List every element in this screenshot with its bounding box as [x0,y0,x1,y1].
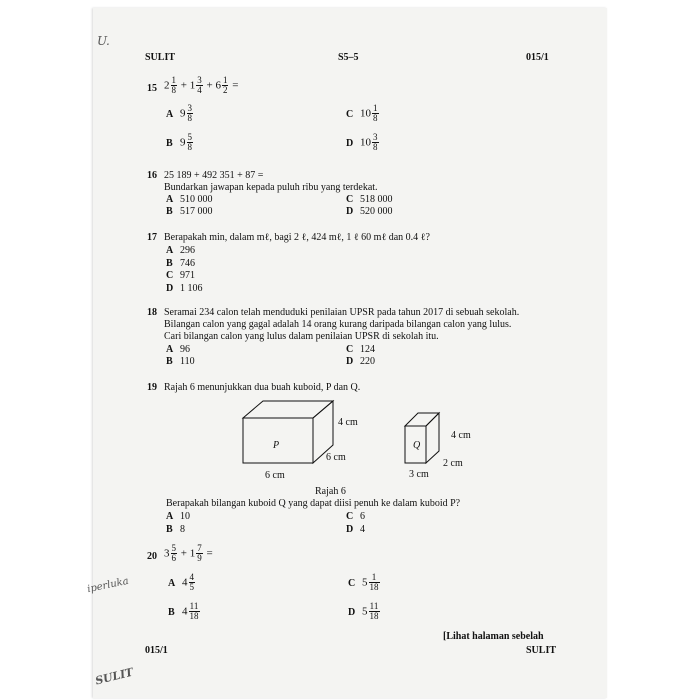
footer-left-code: 015/1 [145,645,168,656]
q17-line1: Berapakah min, dalam mℓ, bagi 2 ℓ, 424 mℓ, 1 ℓ 60 mℓ dan 0.4 ℓ? [164,232,430,243]
q18-option-d[interactable]: D 220 [346,356,375,367]
q19-option-a[interactable]: A 10 [166,511,190,522]
q17-option-c[interactable]: C 971 [166,270,195,281]
q19-line1: Rajah 6 menunjukkan dua buah kuboid, P dan Q. [164,382,361,393]
q18-line3: Cari bilangan calon yang lulus dalam penilaian UPSR di sekolah itu. [164,331,439,342]
exam-page [86,8,607,698]
cuboid-p-depth-label: 6 cm [326,452,346,463]
q20-option-b[interactable]: B 4 $\frac{11}{18}$ [168,601,199,621]
cuboid-q-side-face [426,413,439,463]
handwriting-bottom: SULIT [94,665,135,688]
q15-option-b[interactable]: B 9 $\frac{5}{8}$ [166,132,192,152]
q15-option-a[interactable]: A 9 $\frac{3}{8}$ [166,103,192,123]
q15-option-c[interactable]: C 10 $\frac{1}{8}$ [346,103,378,123]
q16-option-c[interactable]: C 518 000 [346,194,393,205]
q16-option-b[interactable]: B 517 000 [166,206,213,217]
cuboid-p-width-label: 6 cm [265,470,285,481]
handwriting-top: U. [97,34,110,48]
q17-option-b[interactable]: B 746 [166,258,195,269]
cuboid-p-label: P [273,440,280,451]
q17-option-d[interactable]: D 1 106 [166,283,203,294]
cuboid-p-height-label: 4 cm [338,417,358,428]
q18-option-b[interactable]: B 110 [166,356,195,367]
q18-option-c[interactable]: C 124 [346,344,375,355]
cuboid-q-depth-label: 2 cm [443,458,463,469]
q16-option-a[interactable]: A 510 000 [166,194,213,205]
q16-line2: Bundarkan jawapan kepada puluh ribu yang terdekat. [164,182,378,193]
cuboid-q-height-label: 4 cm [451,430,471,441]
q15-option-d[interactable]: D 10 $\frac{3}{8}$ [346,132,378,152]
q18-number: 18 [147,307,157,318]
q19-number: 19 [147,382,157,393]
q19-option-b[interactable]: B 8 [166,524,185,535]
q16-option-d[interactable]: D 520 000 [346,206,393,217]
q20-option-d[interactable]: D 5 $\frac{11}{18}$ [348,601,379,621]
q15-number: 15 [147,83,157,94]
handwriting-side: iperluka [86,575,130,596]
cuboid-q-label: Q [413,440,421,451]
q20-number: 20 [147,551,157,562]
q17-number: 17 [147,232,157,243]
rajah-6-caption: Rajah 6 [315,486,346,497]
q18-line2: Bilangan calon yang gagal adalah 14 orang kurang daripada bilangan calon yang lulus. [164,319,512,330]
header-right: 015/1 [526,52,549,63]
q16-line1: 25 189 + 492 351 + 87 = [164,170,264,181]
q19-option-c[interactable]: C 6 [346,511,365,522]
q19-option-d[interactable]: D 4 [346,524,365,535]
q17-option-a[interactable]: A 296 [166,245,195,256]
footer-next-page: [Lihat halaman sebelah [443,631,544,642]
q18-option-a[interactable]: A 96 [166,344,190,355]
q20-option-a[interactable]: A 4 $\frac{4}{5}$ [168,572,194,592]
q16-number: 16 [147,170,157,181]
cuboid-p-top-face [243,401,333,418]
q18-line1: Seramai 234 calon telah menduduki penilaian UPSR pada tahun 2017 di sebuah sekolah. [164,307,520,318]
header-left: SULIT [145,52,176,63]
q15-expression: 2 $\frac{1}{8}$ + 1 $\frac{3}{4}$ + 6 $\frac{1}{2}$ = [164,75,239,95]
footer-right-sulit: SULIT [526,645,557,656]
cuboid-q-top-face [405,413,439,426]
q20-option-c[interactable]: C 5 $\frac{1}{18}$ [348,572,379,592]
cuboid-q-width-label: 3 cm [409,469,429,480]
header-center: S5–5 [338,52,359,63]
q19-line2: Berapakah bilangan kuboid Q yang dapat diisi penuh ke dalam kuboid P? [166,498,461,509]
q20-expression: 3 $\frac{5}{6}$ + 1 $\frac{7}{9}$ = [164,543,213,563]
